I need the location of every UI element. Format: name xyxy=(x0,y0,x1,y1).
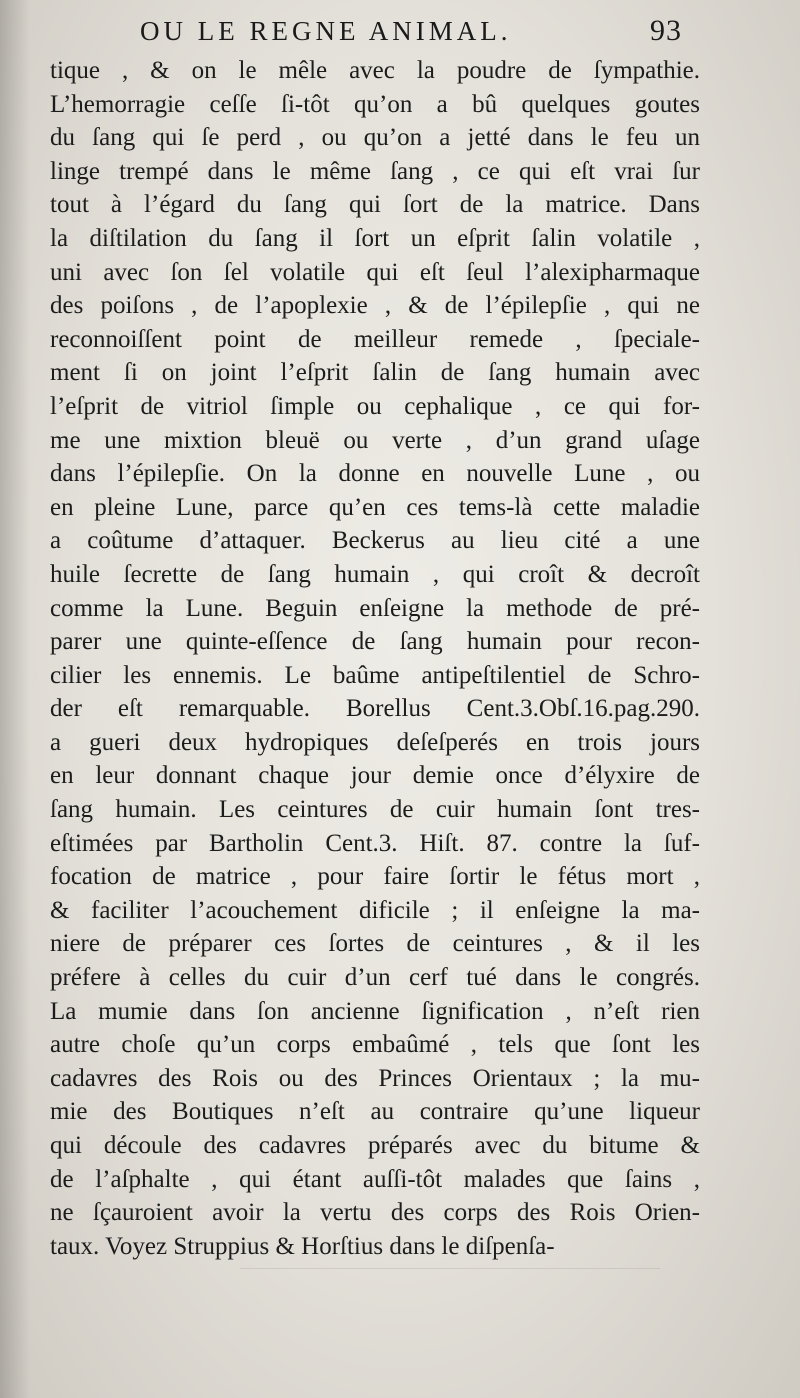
text-line: me une mixtion bleuë ou verte , d’un grand uſage xyxy=(50,426,700,454)
text-line: focation de matrice , pour faire ſortir le fétus mort , xyxy=(50,863,700,891)
text-line: der eſt remarquable. Borellus Cent.3.Obſ.16.pag.290. xyxy=(50,695,700,723)
text-line: qui découle des cadavres préparés avec du bitume & xyxy=(50,1132,700,1159)
text-line: eſtimées par Bartholin Cent.3. Hiſt. 87. contre la ſuf- xyxy=(50,829,700,857)
text-line: & faciliter l’acouchement dificile ; il enſeigne la ma- xyxy=(50,896,700,924)
text-line: huile ſecrette de ſang humain , qui croît & decroît xyxy=(50,560,700,588)
text-line: du ſang qui ſe perd , ou qu’on a jetté dans le feu un xyxy=(50,124,700,152)
text-line: La mumie dans ſon ancienne ſignification , n’eſt rien xyxy=(50,997,700,1025)
running-head: OU LE REGNE ANIMAL. xyxy=(140,16,512,46)
text-line: la diſtilation du ſang il ſort un eſprit ſalin volatile , xyxy=(50,224,700,252)
body-text xyxy=(50,54,700,1263)
text-line: linge trempé dans le même ſang , ce qui eſt vrai ſur xyxy=(50,157,700,185)
text-line: ſang humain. Les ceintures de cuir humain ſont tres- xyxy=(50,796,700,824)
text-line: dans l’épilepſie. On la donne en nouvelle Lune , ou xyxy=(50,460,700,488)
text-line: L’hemorragie ceſſe ſi-tôt qu’on a bû quelques goutes xyxy=(50,90,700,118)
text-line: de l’aſphalte , qui étant auſſi-tôt malades que ſains , xyxy=(50,1165,700,1193)
text-line: mie des Boutiques n’eſt au contraire qu’une liqueur xyxy=(50,1098,700,1126)
text-line: parer une quinte-eſſence de ſang humain pour recon- xyxy=(50,628,700,656)
text-line: préfere à celles du cuir d’un cerf tué dans le congrés. xyxy=(50,964,700,992)
text-line: des poiſons , de l’apoplexie , & de l’épilepſie , qui ne xyxy=(50,292,700,320)
text-line: tout à l’égard du ſang qui ſort de la matrice. Dans xyxy=(50,191,700,219)
text-line: autre choſe qu’un corps embaûmé , tels que ſont les xyxy=(50,1031,700,1059)
text-line: l’eſprit de vitriol ſimple ou cephalique , ce qui for- xyxy=(50,392,700,420)
text-line: en pleine Lune, parce qu’en ces tems-là cette maladie xyxy=(50,493,700,521)
text-line: ment ſi on joint l’eſprit ſalin de ſang humain avec xyxy=(50,359,700,387)
text-line: a gueri deux hydropiques deſeſperés en trois jours xyxy=(50,728,700,756)
text-line: taux. Voyez Struppius & Horſtius dans le diſpenſa- xyxy=(50,1232,555,1260)
text-line: en leur donnant chaque jour demie once d’élyxire de xyxy=(50,762,700,790)
text-line: tique , & on le mêle avec la poudre de ſympathie. xyxy=(50,57,700,84)
text-line: a coûtume d’attaquer. Beckerus au lieu cité a une xyxy=(50,527,700,555)
text-line: reconnoiſſent point de meilleur remede , ſpeciale- xyxy=(50,325,700,353)
bleed-through-mark xyxy=(240,1268,660,1279)
text-line: cadavres des Rois ou des Princes Orientaux ; la mu- xyxy=(50,1064,700,1092)
text-line: uni avec ſon ſel volatile qui eſt ſeul l’alexipharmaque xyxy=(50,258,700,286)
text-line: cilier les ennemis. Le baûme antipeſtilentiel de Schro- xyxy=(50,661,700,689)
text-line: ne ſçauroient avoir la vertu des corps des Rois Orien- xyxy=(50,1199,700,1227)
gutter-shadow xyxy=(0,0,30,1398)
text-line: comme la Lune. Beguin enſeigne la methode de pré- xyxy=(50,594,700,622)
page-number: 93 xyxy=(650,14,682,47)
text-line: niere de préparer ces ſortes de ceintures , & il les xyxy=(50,930,700,958)
